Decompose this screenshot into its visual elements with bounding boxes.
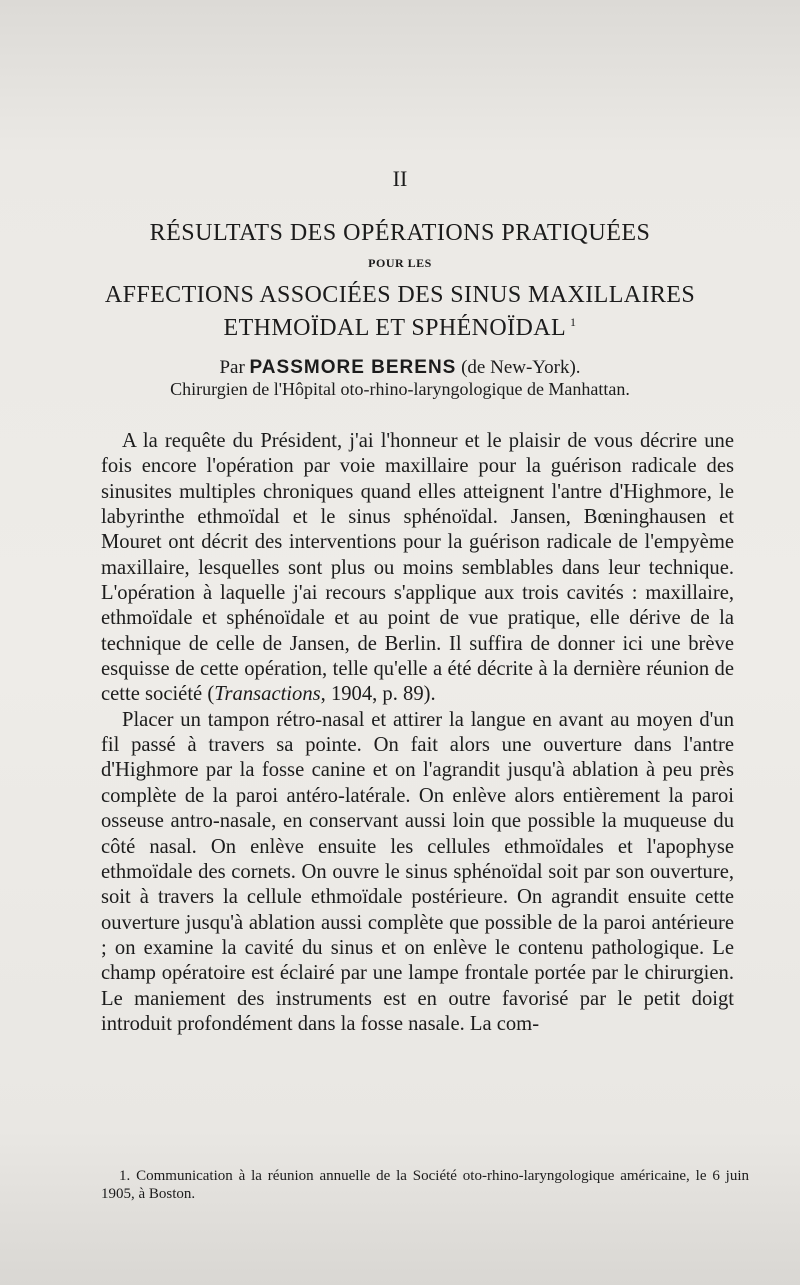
- chapter-numeral: II: [392, 166, 408, 191]
- author-name: PASSMORE BERENS: [249, 357, 457, 378]
- footnote: [101, 1167, 749, 1203]
- paragraph-2: Placer un tampon rétro-nasal et attirer la langue en avant au moyen d'un fil passé à travers sa pointe. On fait alors une ouverture dans l'antre d'Highmore par la fosse canine et on l'agrandit jusqu'à ablation à peu près complète de la paroi antéro-latérale. On enlève alors entièrement la paroi osseuse antro-nasale, en conservant aussi loin que possible la muqueuse du côté nasal. On enlève ensuite les cellules ethmoïdales et l'apophyse ethmoïdale des cornets. On ouvre le sinus sphénoïdal soit par son ouverture, soit à travers la cellule ethmoïdale postérieure. On agrandit ensuite cette ouverture jusqu'à ablation aussi complète que possible de la paroi antérieure ; on examine la cavité du sinus et on enlève le contenu pathologique. Le champ opératoire est éclairé par une lampe frontale portée par le chirurgien. Le maniement des instruments est en outre favorisé par le petit doigt introduit profondément dans la fosse nasale. La com-: [101, 708, 734, 1035]
- article-title-line-2: AFFECTIONS ASSOCIÉES DES SINUS MAXILLAIRES: [104, 282, 696, 308]
- author-location: (de New-York).: [461, 357, 581, 378]
- article-title-line-3: [0, 315, 800, 342]
- article-title-connector: POUR LES: [368, 256, 432, 270]
- footnote-reference: 1: [570, 315, 577, 329]
- paragraph-1-end: , 1904, p. 89).: [320, 683, 436, 706]
- paragraph-1: [101, 429, 734, 708]
- paragraph-1-citation: Transactions: [214, 683, 321, 706]
- author-affiliation: Chirurgien de l'Hôpital oto-rhino-laryngologique de Manhattan.: [170, 379, 630, 399]
- byline: [0, 357, 800, 379]
- article-title-line-3-text: ETHMOÏDAL ET SPHÉNOÏDAL: [223, 315, 567, 341]
- footnote-marker: 1.: [119, 1168, 131, 1184]
- body-text: [101, 429, 734, 1037]
- article-title-line-1: RÉSULTATS DES OPÉRATIONS PRATIQUÉES: [149, 220, 651, 246]
- paragraph-1-text: A la requête du Président, j'ai l'honneur et le plaisir de vous décrire une fois encore l'opération par voie maxillaire pour la guérison radicale des sinusites multiples chroniques quand elles atteignent l'antre d'Highmore, le labyrinthe ethmoïdal et le sinus sphénoïdal. Jansen, Bœninghausen et Mouret ont décrit des interventions pour la guérison radicale de l'empyème maxillaire, lesquelles sont plus ou moins semblables dans leur technique. L'opération à laquelle j'ai recours s'applique aux trois cavités : maxillaire, ethmoïdale et sphénoïdale et au point de vue pratique, elle dérive de la technique de celle de Jansen, de Berlin. Il suffira de donner ici une brève esquisse de cette opération, telle qu'elle a été décrite à la dernière réunion de cette société (: [101, 430, 734, 706]
- byline-prefix: Par: [219, 357, 245, 378]
- footnote-text: Communication à la réunion annuelle de la Société oto-rhino-laryngologique américaine, le 6 juin 1905, à Boston.: [101, 1168, 750, 1202]
